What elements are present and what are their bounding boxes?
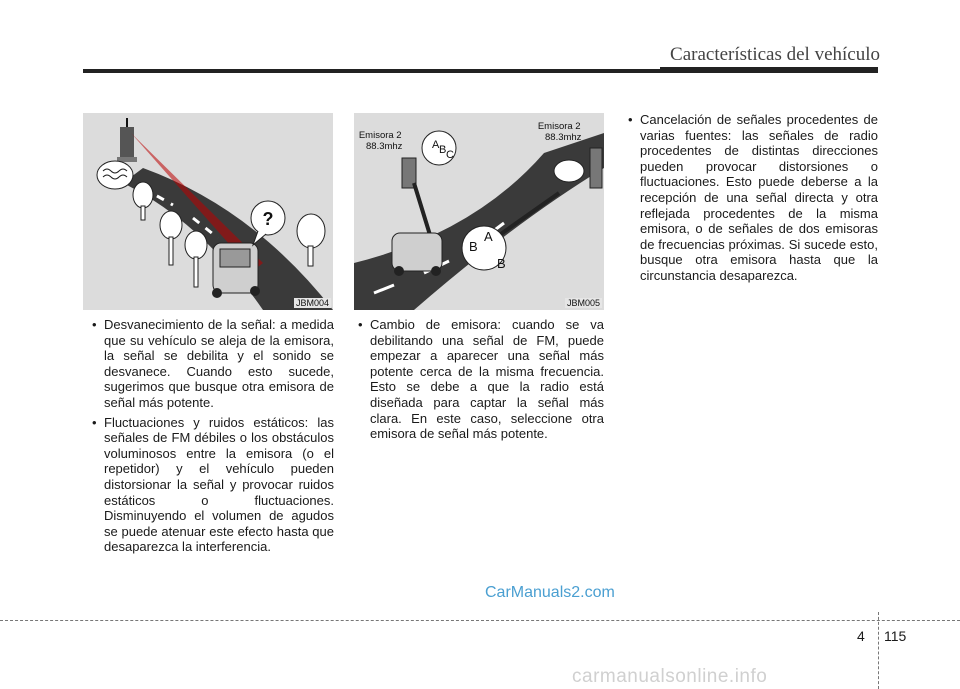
figure-code: JBM004 xyxy=(295,298,329,308)
svg-text:B: B xyxy=(439,144,447,156)
watermark-link[interactable]: CarManuals2.com xyxy=(485,584,615,601)
header-rule-accent xyxy=(660,67,878,73)
text-column-left xyxy=(90,317,334,559)
bullet-paragraph: • Cancelación de señales procedentes de varias fuentes: las señales de radio procedentes de distintas direcciones pueden provocar distorsiones o fluctuaciones. Esto puede deberse a la recepción de una señal directa y otra reflejada procedentes de la misma emisora, o de señales de dos emisoras de frecuencias próximas. Si sucede esto, busque otra emisora hasta que la circunstancia desaparezca. xyxy=(626,112,878,284)
figure-signal-fading xyxy=(83,113,333,310)
car-icon xyxy=(212,243,260,298)
svg-text:A: A xyxy=(432,139,440,151)
svg-text:A: A xyxy=(484,229,493,244)
footer-divider xyxy=(878,612,879,689)
bullet-paragraph: • Fluctuaciones y ruidos estáticos: las señales de FM débiles o los obstáculos voluminosos entre la emisora (o el repetidor) y el vehículo pueden distorsionar la señal y provocar ruidos estáticos o fluctuaciones. Disminuyendo el volumen de agudos se puede atenuar este efecto hasta que desaparezca la interferencia. xyxy=(90,415,334,555)
figure-code: JBM005 xyxy=(566,298,600,308)
svg-text:B: B xyxy=(469,239,478,254)
bullet-paragraph: • Cambio de emisora: cuando se va debilitando una señal de FM, puede empezar a aparecer una señal más potente cerca de la misma frecuencia. Esto se debe a que la radio está diseñada para captar la señal más clara. En este caso, seleccione otra emisora de señal más potente. xyxy=(356,317,604,442)
signal-fading-illustration xyxy=(83,113,333,310)
figure-station-change xyxy=(354,113,604,310)
text-column-middle xyxy=(356,317,604,446)
page-number: 115 xyxy=(884,628,907,644)
svg-text:?: ? xyxy=(262,209,274,229)
page-header-title: Características del vehículo xyxy=(670,44,880,65)
emisora-label-right: Emisora 2 88.3mhz xyxy=(537,121,582,143)
svg-text:C: C xyxy=(446,149,454,161)
text-column-right xyxy=(626,112,878,288)
emisora-label-left: Emisora 2 88.3mhz xyxy=(358,130,403,152)
svg-text:B: B xyxy=(497,256,506,271)
footer-watermark: carmanualsonline.info xyxy=(572,666,768,687)
car-icon xyxy=(392,233,442,276)
chapter-number: 4 xyxy=(857,628,865,644)
bullet-paragraph: • Desvanecimiento de la señal: a medida que su vehículo se aleja de la emisora, la señal se debilita y el sonido se desvanece. Cuando esto sucede, sugerimos que busque otra emisora de señal más potente. xyxy=(90,317,334,411)
footer-rule xyxy=(0,620,960,621)
